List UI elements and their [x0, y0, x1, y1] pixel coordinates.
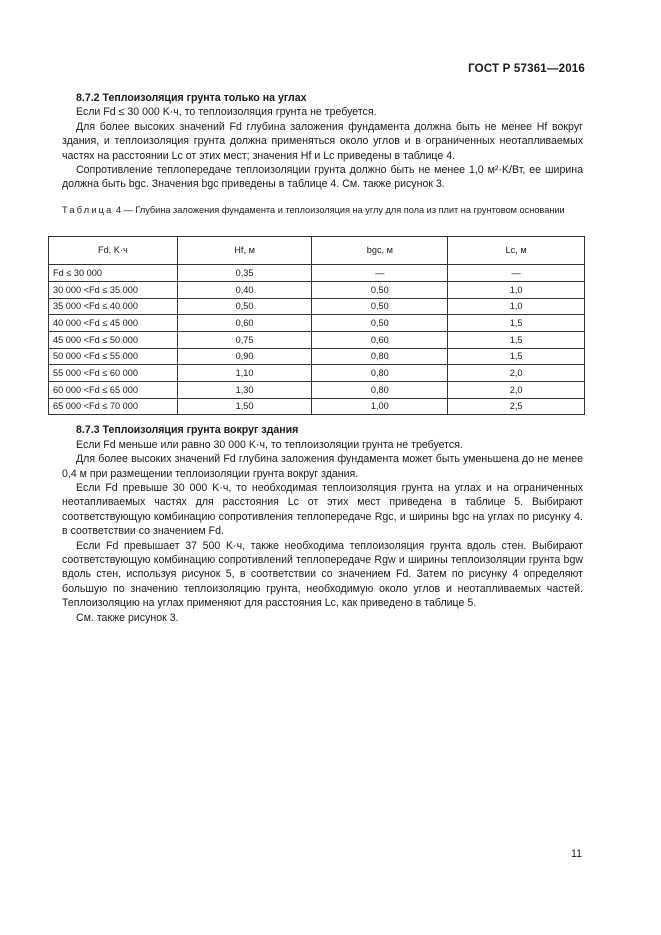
table-cell: 1,10: [177, 365, 312, 382]
table-header-row: [49, 237, 585, 265]
paragraph: Если Fd превыше 30 000 K·ч, то необходимая теплоизоляция грунта на углах и на ограниченных неотапливаемых частях для расстояния Lc от этих мест приведена в таблице 5. Выбирают соответствующую комбинацию сопротивления теплопередаче Rgc, и ширины bgc на углах по рисунку 4. в соответствии со значением Fd.: [62, 481, 583, 538]
table-caption-label: Таблица: [62, 204, 114, 215]
table-cell: 0,80: [312, 365, 448, 382]
table-cell: 0,75: [177, 331, 312, 348]
table-cell: 0,50: [312, 281, 448, 298]
table-row: [49, 381, 585, 398]
section-heading-8-7-2: 8.7.2 Теплоизоляция грунта только на углах: [76, 92, 307, 104]
table-cell: 55 000 <Fd ≤ 60 000: [49, 365, 178, 382]
table-cell: 35 000 <Fd ≤ 40 000: [49, 298, 178, 315]
paragraph: Если Fd меньше или равно 30 000 K·ч, то теплоизоляции грунта не требуется.: [76, 438, 463, 451]
paragraph: Для более высоких значений Fd глубина заложения фундамента должна быть не менее Hf вокруг здания, и теплоизоляция грунта должна применяться около углов и в ограниченных неотапливаемых частях на расстоянии Lc от этих мест; значения Hf и Lc приведены в таблице 4.: [62, 120, 583, 162]
table-cell: 1,0: [448, 298, 585, 315]
table-caption: [62, 204, 583, 216]
paragraph: См. также рисунок 3.: [76, 611, 179, 624]
table-cell: 1,0: [448, 281, 585, 298]
table-row: [49, 265, 585, 282]
column-header: bgc, м: [312, 237, 448, 265]
document-id: ГОСТ Р 57361—2016: [468, 63, 585, 75]
table-cell: 0,60: [312, 331, 448, 348]
column-header: Fd, K·ч: [49, 237, 178, 265]
table-cell: 0,50: [312, 298, 448, 315]
table-cell: 0,40: [177, 281, 312, 298]
table-cell: 1,00: [312, 398, 448, 415]
table-cell: 2,5: [448, 398, 585, 415]
table-cell: 40 000 <Fd ≤ 45 000: [49, 315, 178, 332]
section-heading-8-7-3: 8.7.3 Теплоизоляция грунта вокруг здания: [76, 424, 299, 437]
paragraph: Сопротивление теплопередаче теплоизоляции грунта должно быть не менее 1,0 м²·K/Вт, ее ширина должна быть bgc. Значения bgc приведены в таблице 4. См. также рисунок 3.: [62, 164, 583, 191]
table-cell: 65 000 <Fd ≤ 70 000: [49, 398, 178, 415]
table-cell: Fd ≤ 30 000: [49, 265, 178, 282]
table-cell: 1,5: [448, 315, 585, 332]
table-caption-text: 4 — Глубина заложения фундамента и теплоизоляция на углу для пола из плит на грунтовом основании: [116, 204, 565, 215]
table-cell: 0,80: [312, 381, 448, 398]
paragraph: Для более высоких значений Fd глубина заложения фундамента может быть уменьшена до не менее 0,4 м при размещении теплоизоляции грунта вокруг здания.: [62, 453, 583, 480]
paragraph: Если Fd ≤ 30 000 K·ч, то теплоизоляция грунта не требуется.: [76, 106, 377, 119]
table-row: [49, 398, 585, 415]
table-cell: 0,60: [177, 315, 312, 332]
table-row: [49, 315, 585, 332]
table-cell: 45 000 <Fd ≤ 50 000: [49, 331, 178, 348]
table-row: [49, 348, 585, 365]
table-cell: —: [448, 265, 585, 282]
table-row: [49, 331, 585, 348]
table-cell: 0,80: [312, 348, 448, 365]
table-row: [49, 281, 585, 298]
table-cell: 0,50: [312, 315, 448, 332]
page-number: 11: [571, 848, 582, 860]
table-cell: 2,0: [448, 381, 585, 398]
table-cell: 0,35: [177, 265, 312, 282]
table-cell: 2,0: [448, 365, 585, 382]
table-cell: —: [312, 265, 448, 282]
table-cell: 50 000 <Fd ≤ 55 000: [49, 348, 178, 365]
table-cell: 1,5: [448, 348, 585, 365]
table-row: [49, 365, 585, 382]
column-header: Hf, м: [177, 237, 312, 265]
table-cell: 1,50: [177, 398, 312, 415]
table-cell: 30 000 <Fd ≤ 35 000: [49, 281, 178, 298]
paragraph: Если Fd превышает 37 500 K·ч, также необходима теплоизоляция грунта вдоль стен. Выбирают соответствующую комбинацию сопротивлений теплопередаче Rgw и ширины теплоизоляции грунта bgw вдоль стен, используя рисунок 5, в соответствии со значением Fd. Затем по рисунку 4 определяют большую по значению теплоизоляцию грунта, необходимую около углов и неотапливаемых частей. Теплоизоляцию на углах применяют для расстояния Lc, как приведено в таблице 5.: [62, 539, 583, 610]
table-cell: 0,90: [177, 348, 312, 365]
page-content: [53, 91, 583, 625]
table-cell: 0,50: [177, 298, 312, 315]
column-header: Lc, м: [448, 237, 585, 265]
table-row: [49, 298, 585, 315]
table-4: [48, 236, 585, 415]
table-cell: 1,5: [448, 331, 585, 348]
table-cell: 60 000 <Fd ≤ 65 000: [49, 381, 178, 398]
table-cell: 1,30: [177, 381, 312, 398]
